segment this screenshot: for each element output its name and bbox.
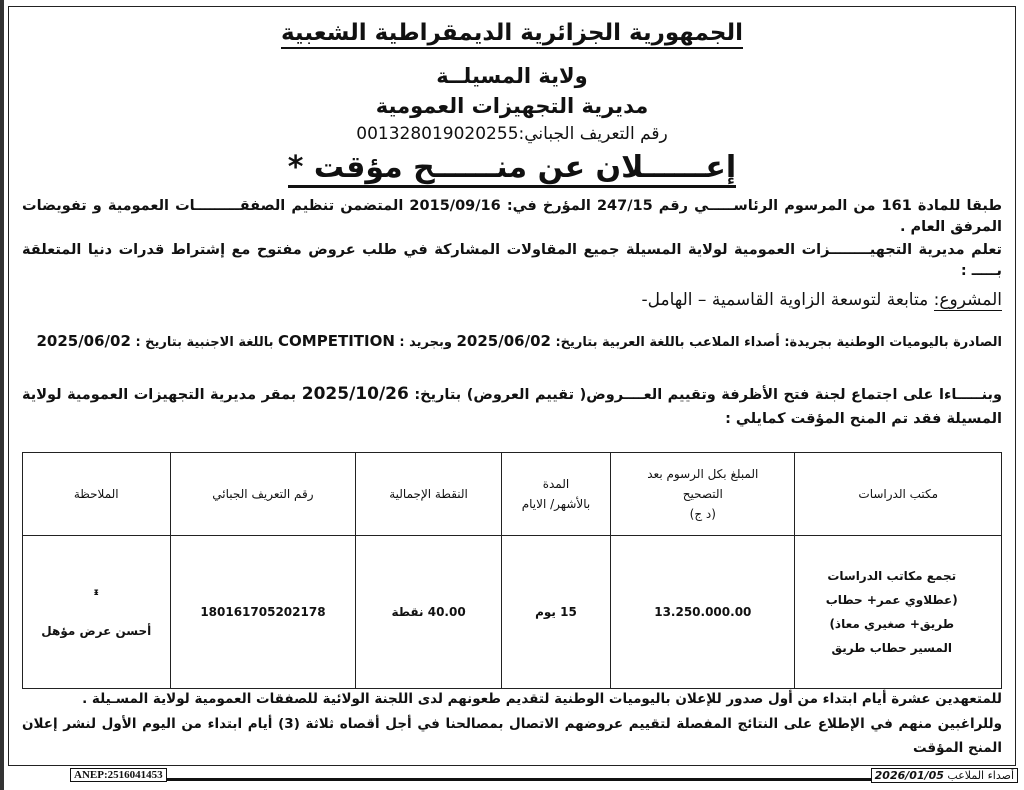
office-cell: [795, 536, 1002, 689]
office-line-1: تجمع مكاتب الدراسات: [827, 569, 957, 583]
project-text: متابعة لتوسعة الزاوية القاسمية – الهامل-: [641, 290, 929, 310]
header-amount-l3: (د ج): [689, 507, 716, 521]
header-remarks: الملاحظة: [23, 453, 171, 536]
fiscal-id-cell: 180161705202178: [170, 536, 356, 689]
scan-edge: [0, 0, 4, 790]
header-amount-l1: المبلغ بكل الرسوم بعد: [647, 467, 759, 481]
header-amount-l2: التصحيح: [682, 487, 723, 501]
office-line-2: (عطلاوي عمر+ حطاب: [825, 593, 958, 607]
republic-heading: [250, 20, 774, 46]
publication-paragraph: [22, 330, 1002, 354]
publication-date-1: 2025/06/02: [456, 332, 551, 350]
wilaya-heading: ولاية المسيلــة: [436, 64, 588, 88]
header-office: مكتب الدراسات: [795, 453, 1002, 536]
table-header-row: [23, 453, 1002, 536]
source-stamp: [871, 768, 1018, 783]
remarks-cell: [23, 536, 171, 689]
fiscal-id-label: رقم التعريف الجباني:: [518, 124, 668, 144]
office-line-3: طريق+ صغيري معاذ): [829, 617, 955, 631]
republic-text: الجمهورية الجزائرية الديمقراطية الشعبية: [281, 20, 743, 49]
anep-reference: ANEP:2516041453: [70, 768, 167, 782]
header-duration: [501, 453, 610, 536]
meeting-text-a: وبنـــــاءا على اجتماع لجنة فتح الأظرفة وتقييم العــــروض( تقييم العروض) بتاريخ:: [414, 387, 1002, 403]
project-line: [22, 290, 1002, 310]
header-amount: [611, 453, 795, 536]
publication-date-2: 2025/06/02: [36, 332, 131, 350]
source-name: أصداء الملاعب: [947, 769, 1014, 782]
publication-text-a: الصادرة باليوميات الوطنية بجريدة: أصداء الملاعب باللغة العربية بتاريخ:: [555, 335, 1002, 350]
table-row: [23, 536, 1002, 689]
source-date: 2026/01/05: [874, 769, 944, 782]
header-duration-l1: المدة: [542, 477, 570, 491]
project-label: المشروع:: [933, 290, 1002, 310]
notice-paragraph: تعلم مديرية التجهيــــــــزات العمومية لولاية المسيلة جميع المقاولات المشاركة في طلب عروض مفتوح مع إشتراط قدرات دنيا المتعلقة بـــــ :: [22, 242, 1002, 279]
fiscal-id-value: 001328019020255: [356, 124, 519, 144]
header-fiscal-id: رقم التعريف الجبائي: [170, 453, 356, 536]
handwritten-mark-icon: ᵻ: [93, 586, 99, 598]
publication-text-b: وبجريد :: [399, 335, 452, 350]
fiscal-id-line: [290, 124, 734, 144]
amount-cell: 13.250.000.00: [611, 536, 795, 689]
announcement-title: [270, 150, 754, 185]
meeting-date: 2025/10/26: [301, 384, 409, 404]
publication-text-c: باللغة الاجنبية بتاريخ :: [135, 335, 274, 350]
directorate-heading: مديرية التجهيزات العمومية: [375, 94, 649, 118]
duration-cell: 15 يوم: [501, 536, 610, 689]
appeal-paragraph: للمتعهدين عشرة أيام ابتداء من أول صدور للإعلان باليوميات الوطنية لتقديم طعونهم لدى اللجنة الولائية للصفقات العمومية لولاية المسـيلة .: [82, 691, 1002, 707]
header-duration-l2: بالأشهر/ الايام: [521, 497, 591, 511]
meeting-paragraph: [22, 382, 1002, 431]
meeting-text-b: بمقر مديرية التجهيزات العمومية لولاية المسيلة فقد تم المنح المؤقت كمايلي :: [22, 387, 1002, 427]
results-paragraph: وللراغبين منهم في الإطلاع على النتائج المفصلة لتقييم عروضهم الاتصال بمصالحنا في أجل أقصاه ثلاثة (3) أيام ابتداء من اليوم الأول لنشر إعلان المنح المؤقت: [22, 716, 1002, 756]
header-points: النقطة الإجمالية: [356, 453, 501, 536]
remarks-text: أحسن عرض مؤهل: [41, 623, 152, 638]
points-cell: 40.00 نقطة: [356, 536, 501, 689]
legal-basis-paragraph: طبقا للمادة 161 من المرسوم الرئاســـــي رقم 247/15 المؤرخ في: 2015/09/16 المتضمن تنظيم الصفقـــــــــات العمومية و تفويضات المرفق العام .: [22, 198, 1002, 235]
announcement-title-text: إعــــــلان عن منــــــح مؤقت *: [288, 150, 736, 188]
award-table: [22, 452, 1002, 689]
office-line-4: المسير حطاب طريق: [831, 641, 953, 655]
publication-paper: COMPETITION: [278, 332, 395, 350]
